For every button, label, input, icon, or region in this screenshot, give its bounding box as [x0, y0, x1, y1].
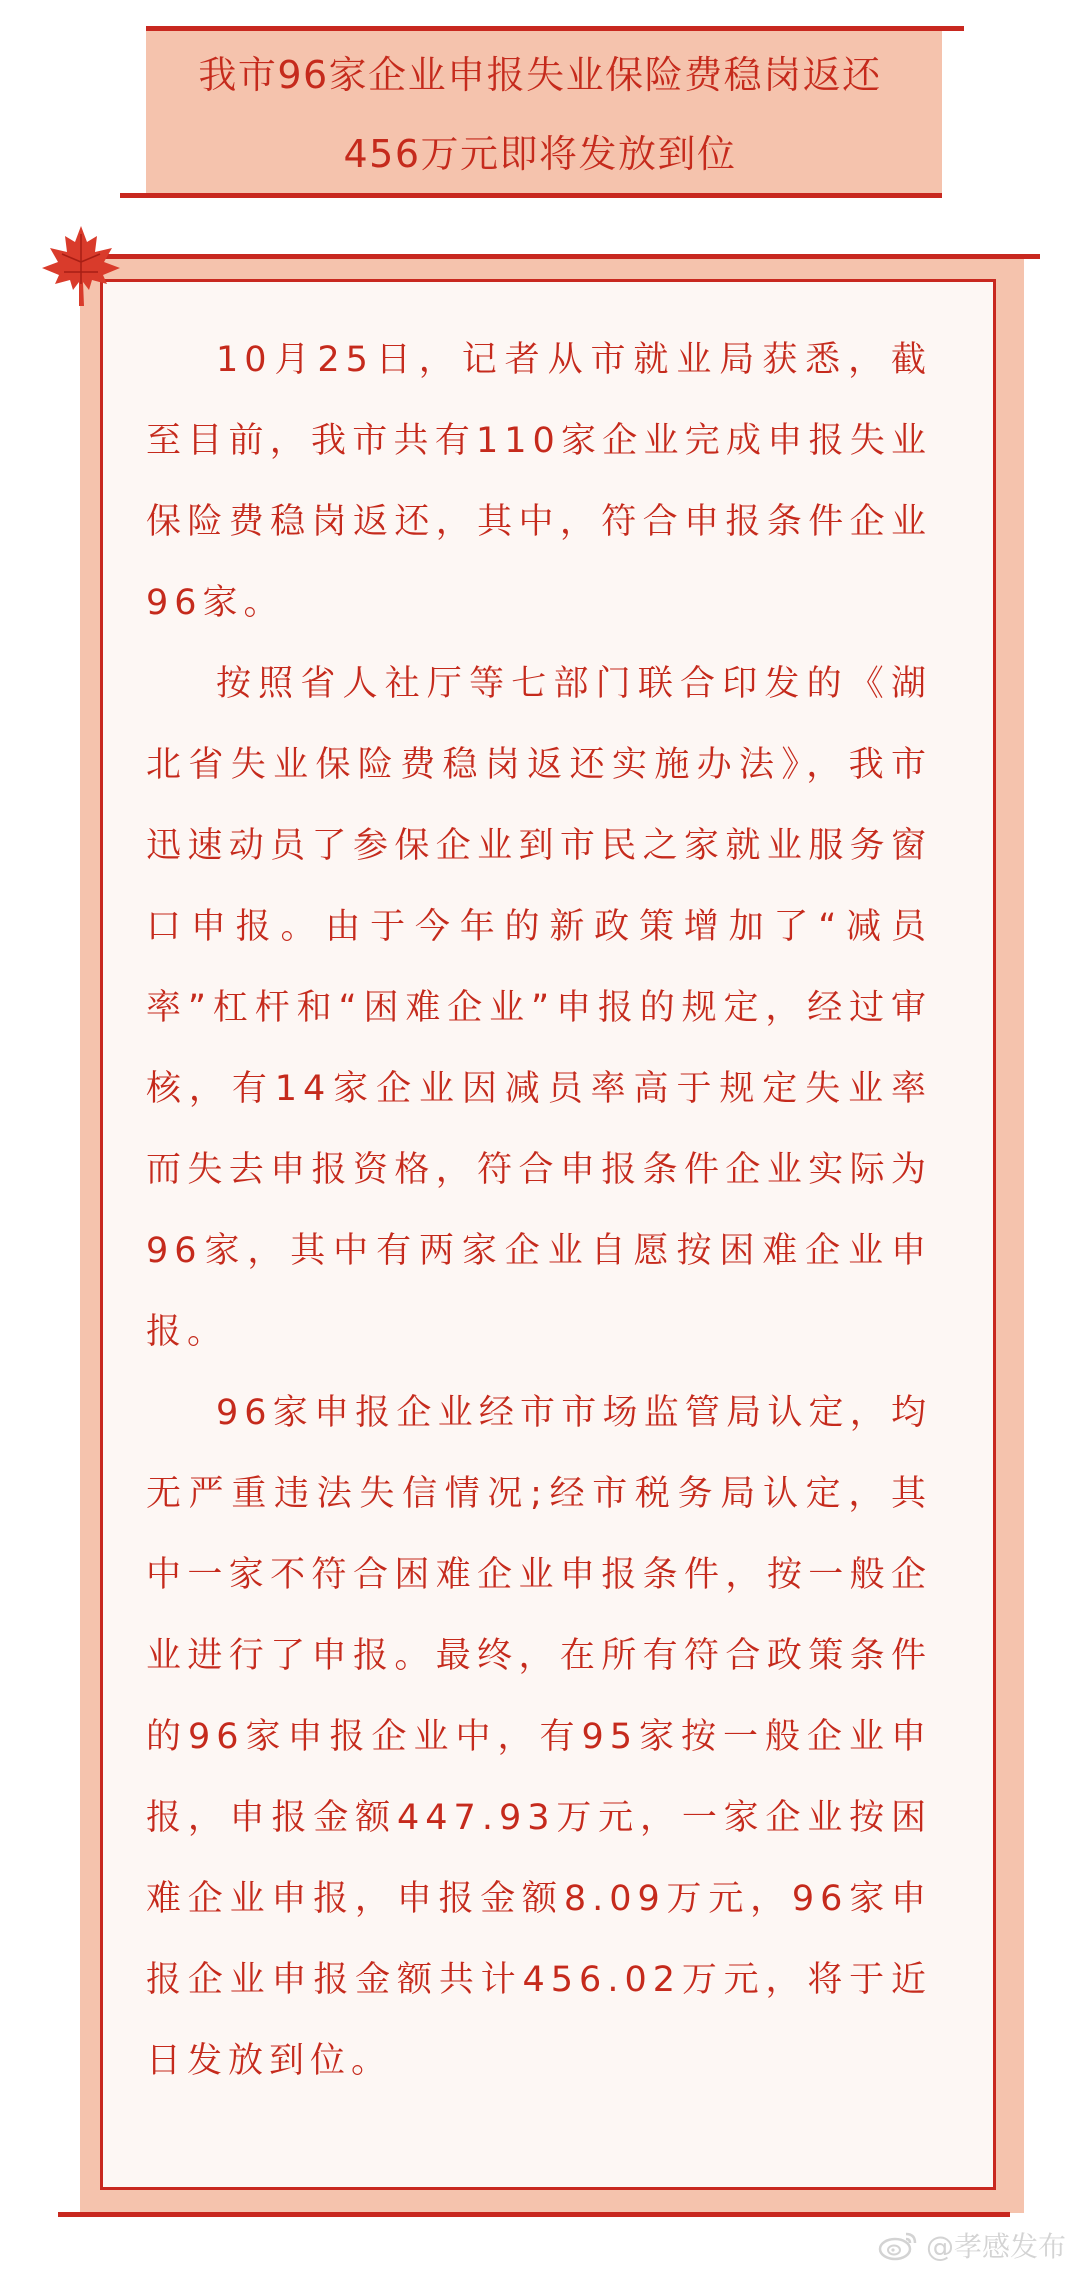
- maple-leaf-icon: [40, 222, 122, 308]
- article-title-line-2: 456万元即将发放到位: [343, 132, 737, 176]
- source-watermark: [878, 2225, 1066, 2265]
- article-body: [146, 320, 932, 2102]
- frame-bottom-rule: [58, 2212, 1010, 2217]
- article-title-line-1: 我市96家企业申报失业保险费稳岗返还: [198, 53, 882, 97]
- article-paragraph-3: 96家申报企业经市市场监管局认定，均无严重违法失信情况;经市税务局认定，其中一家不符合困难企业申报条件，按一般企业进行了申报。最终，在所有符合政策条件的96家申报企业中，有95家按一般企业申报，申报金额447.93万元，一家企业按困难企业申报，申报金额8.09万元，96家申报企业申报金额共计456.02万元，将于近日发放到位。: [146, 1393, 932, 2081]
- weibo-icon: [878, 2228, 920, 2262]
- watermark-text: @孝感发布: [925, 2230, 1066, 2263]
- title-bottom-rule: [120, 193, 942, 198]
- article-paragraph-1: 10月25日，记者从市就业局获悉，截至目前，我市共有110家企业完成申报失业保险费稳岗返还，其中，符合申报条件企业96家。: [146, 340, 932, 623]
- article-paragraph-2: 按照省人社厅等七部门联合印发的《湖北省失业保险费稳岗返还实施办法》，我市迅速动员了参保企业到市民之家就业服务窗口申报。由于今年的新政策增加了“减员率”杠杆和“困难企业”申报的规定，经过审核，有14家企业因减员率高于规定失业率而失去申报资格，符合申报条件企业实际为96家，其中有两家企业自愿按困难企业申报。: [146, 664, 932, 1352]
